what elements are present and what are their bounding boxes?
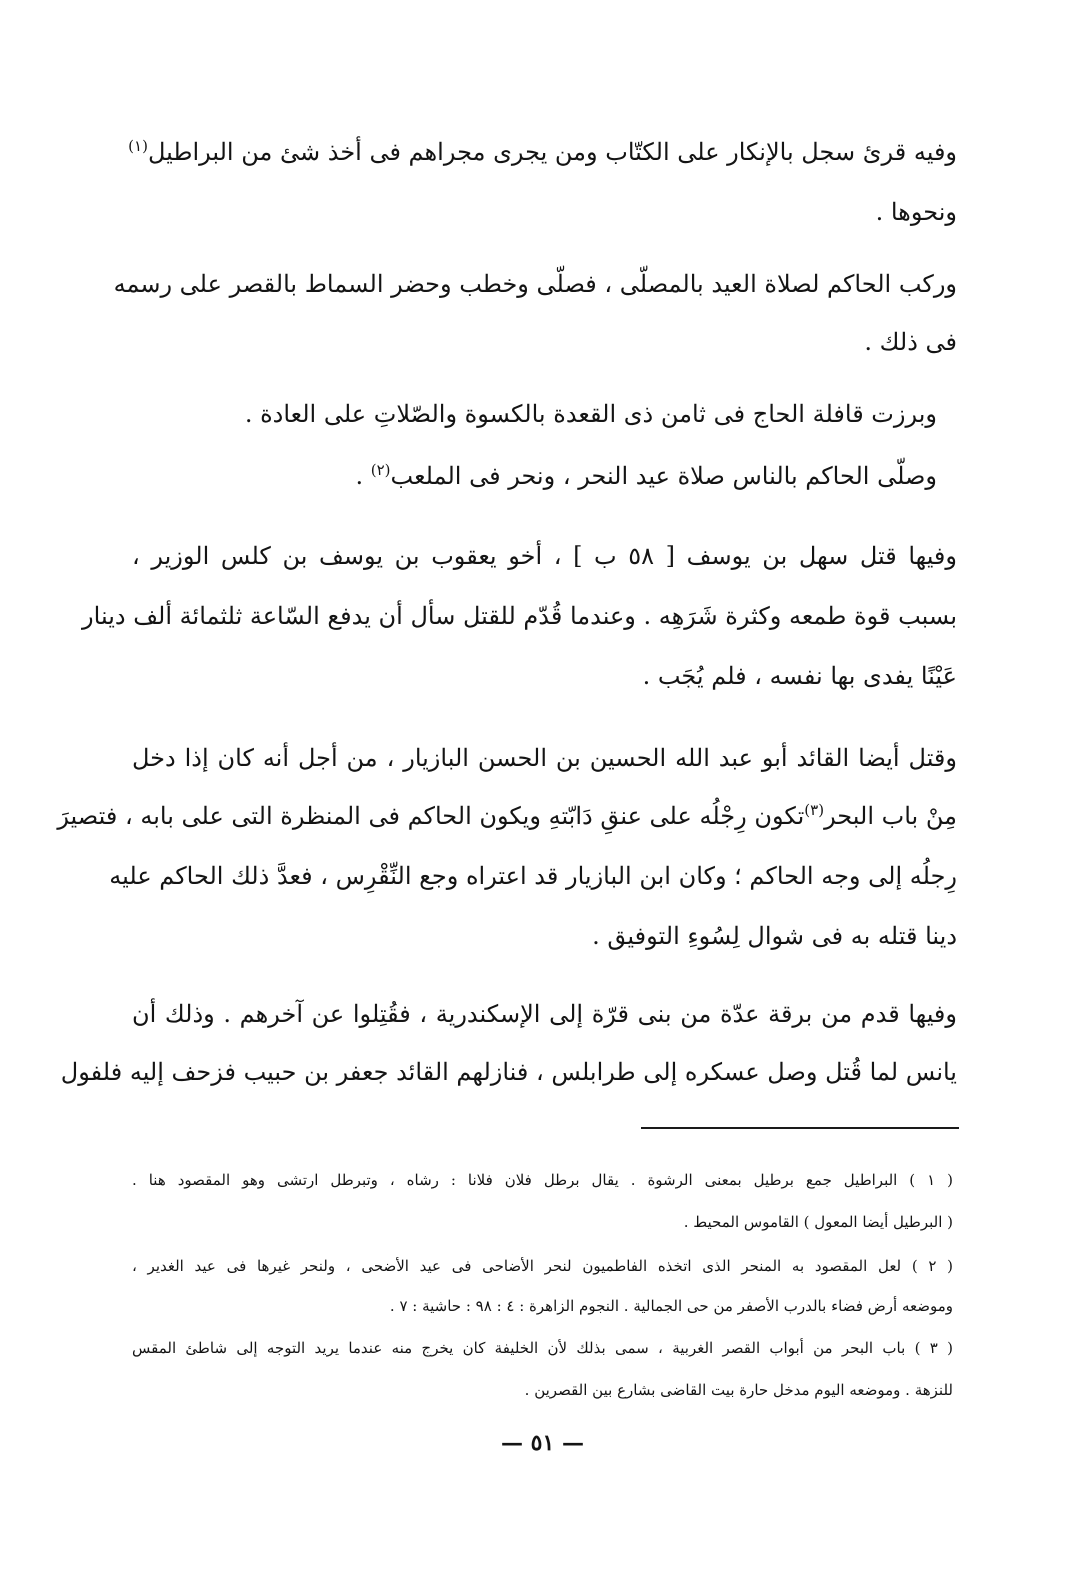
paragraph-1-line-2: ونحوها .	[875, 198, 957, 226]
footnote-3-line-1: ( ٣ ) باب البحر من أبواب القصر الغربية ، سمى بذلك لأن الخليفة كان يخرج منه عندما يريد التوجه إلى شاطئ المقس	[132, 1339, 953, 1357]
footnote-3-line-2: للنزهة . وموضعه اليوم مدخل حارة بيت القاضى بشارع بين القصرين .	[524, 1381, 953, 1399]
paragraph-7-line-1: وفيها قدم من برقة عدّة من بنى قرّة إلى الإسكندرية ، فقُتِلوا عن آخرهم . وذلك أن	[132, 1000, 957, 1028]
footnote-1-line-1: ( ١ ) البراطيل جمع برطيل بمعنى الرشوة . يقال برطل فلان فلانا : رشاه ، وتبرطل ارتشى وهو المقصود هنا .	[132, 1171, 953, 1189]
footnote-ref-2: (٢)	[370, 461, 391, 479]
paragraph-4-line-1	[355, 460, 937, 492]
paragraph-6-line-4: دينا قتله به فى شوال لِسُوءِ التوفيق .	[592, 922, 957, 950]
paragraph-4-text: وصلّى الحاكم بالناس صلاة عيد النحر ، ونحر فى الملعب	[390, 462, 937, 490]
footnote-2-line-1: ( ٢ ) لعل المقصود به المنحر الذى اتخذه الفاطميون لنحر الأضاحى فى عيد الأضحى ، ولنحر غيرها فى عيد الغدير ،	[132, 1257, 954, 1275]
footnote-1-line-2: ( البرطيل أيضا المعول ) القاموس المحيط .	[683, 1213, 953, 1231]
footnote-separator	[641, 1127, 959, 1129]
paragraph-4-end: .	[355, 462, 371, 490]
paragraph-6-line-1: وقتل أيضا القائد أبو عبد الله الحسين بن الحسن البازيار ، من أجل أنه كان إذا دخل	[132, 744, 957, 772]
footnote-ref-1: (١)	[128, 137, 148, 155]
paragraph-5-line-1: وفيها قتل سهل بن يوسف [ ٥٨ ب ] ، أخو يعقوب بن يوسف بن كلس الوزير ،	[132, 542, 957, 570]
footnote-2-line-2: وموضعه أرض فضاء بالدرب الأصفر من حى الجمالية . النجوم الزاهرة : ٤ : ٩٨ : حاشية : ٧ .	[389, 1297, 953, 1315]
paragraph-1-text: وفيه قرئ سجل بالإنكار على الكتّاب ومن يجرى مجراهم فى أخذ شئ من البراطيل	[147, 138, 957, 166]
paragraph-6-text-b: تكون رِجْلُه على عنقِ دَابّتهِ ويكون الحاكم فى المنظرة التى على بابه ، فتصيرَ	[57, 802, 805, 830]
paragraph-3-line-1: وبرزت قافلة الحاج فى ثامن ذى القعدة بالكسوة والصّلاتِ على العادة .	[244, 400, 937, 428]
paragraph-2-line-2: فى ذلك .	[864, 328, 957, 356]
paragraph-6-line-2	[57, 800, 957, 832]
paragraph-6-text-a: مِنْ باب البحر	[824, 802, 957, 830]
paragraph-6-line-3: رِجلُه إلى وجه الحاكم ؛ وكان ابن البازيار قد اعتراه وجع النِّقْرِس ، فعدَّ ذلك الحاكم عليه	[109, 862, 957, 890]
paragraph-2-line-1: وركب الحاكم لصلاة العيد بالمصلّى ، فصلّى وخطب وحضر السماط بالقصر على رسمه	[113, 270, 957, 298]
paragraph-5-line-2: بسبب قوة طمعه وكثرة شَرَهِه . وعندما قُدّم للقتل سأل أن يدفع السّاعة ثلثمائة ألف دينار	[82, 602, 957, 630]
paragraph-7-line-2: يانس لما قُتل وصل عسكره إلى طرابلس ، فنازلهم القائد جعفر بن حبيب فزحف إليه فلفول	[60, 1058, 957, 1086]
footnote-ref-3: (٣)	[804, 801, 825, 819]
paragraph-1-line-1	[128, 136, 957, 168]
page-number: — ٥١ —	[501, 1430, 584, 1456]
paragraph-5-line-3: عَيْنًا يفدى بها نفسه ، فلم يُجَب .	[642, 662, 957, 690]
